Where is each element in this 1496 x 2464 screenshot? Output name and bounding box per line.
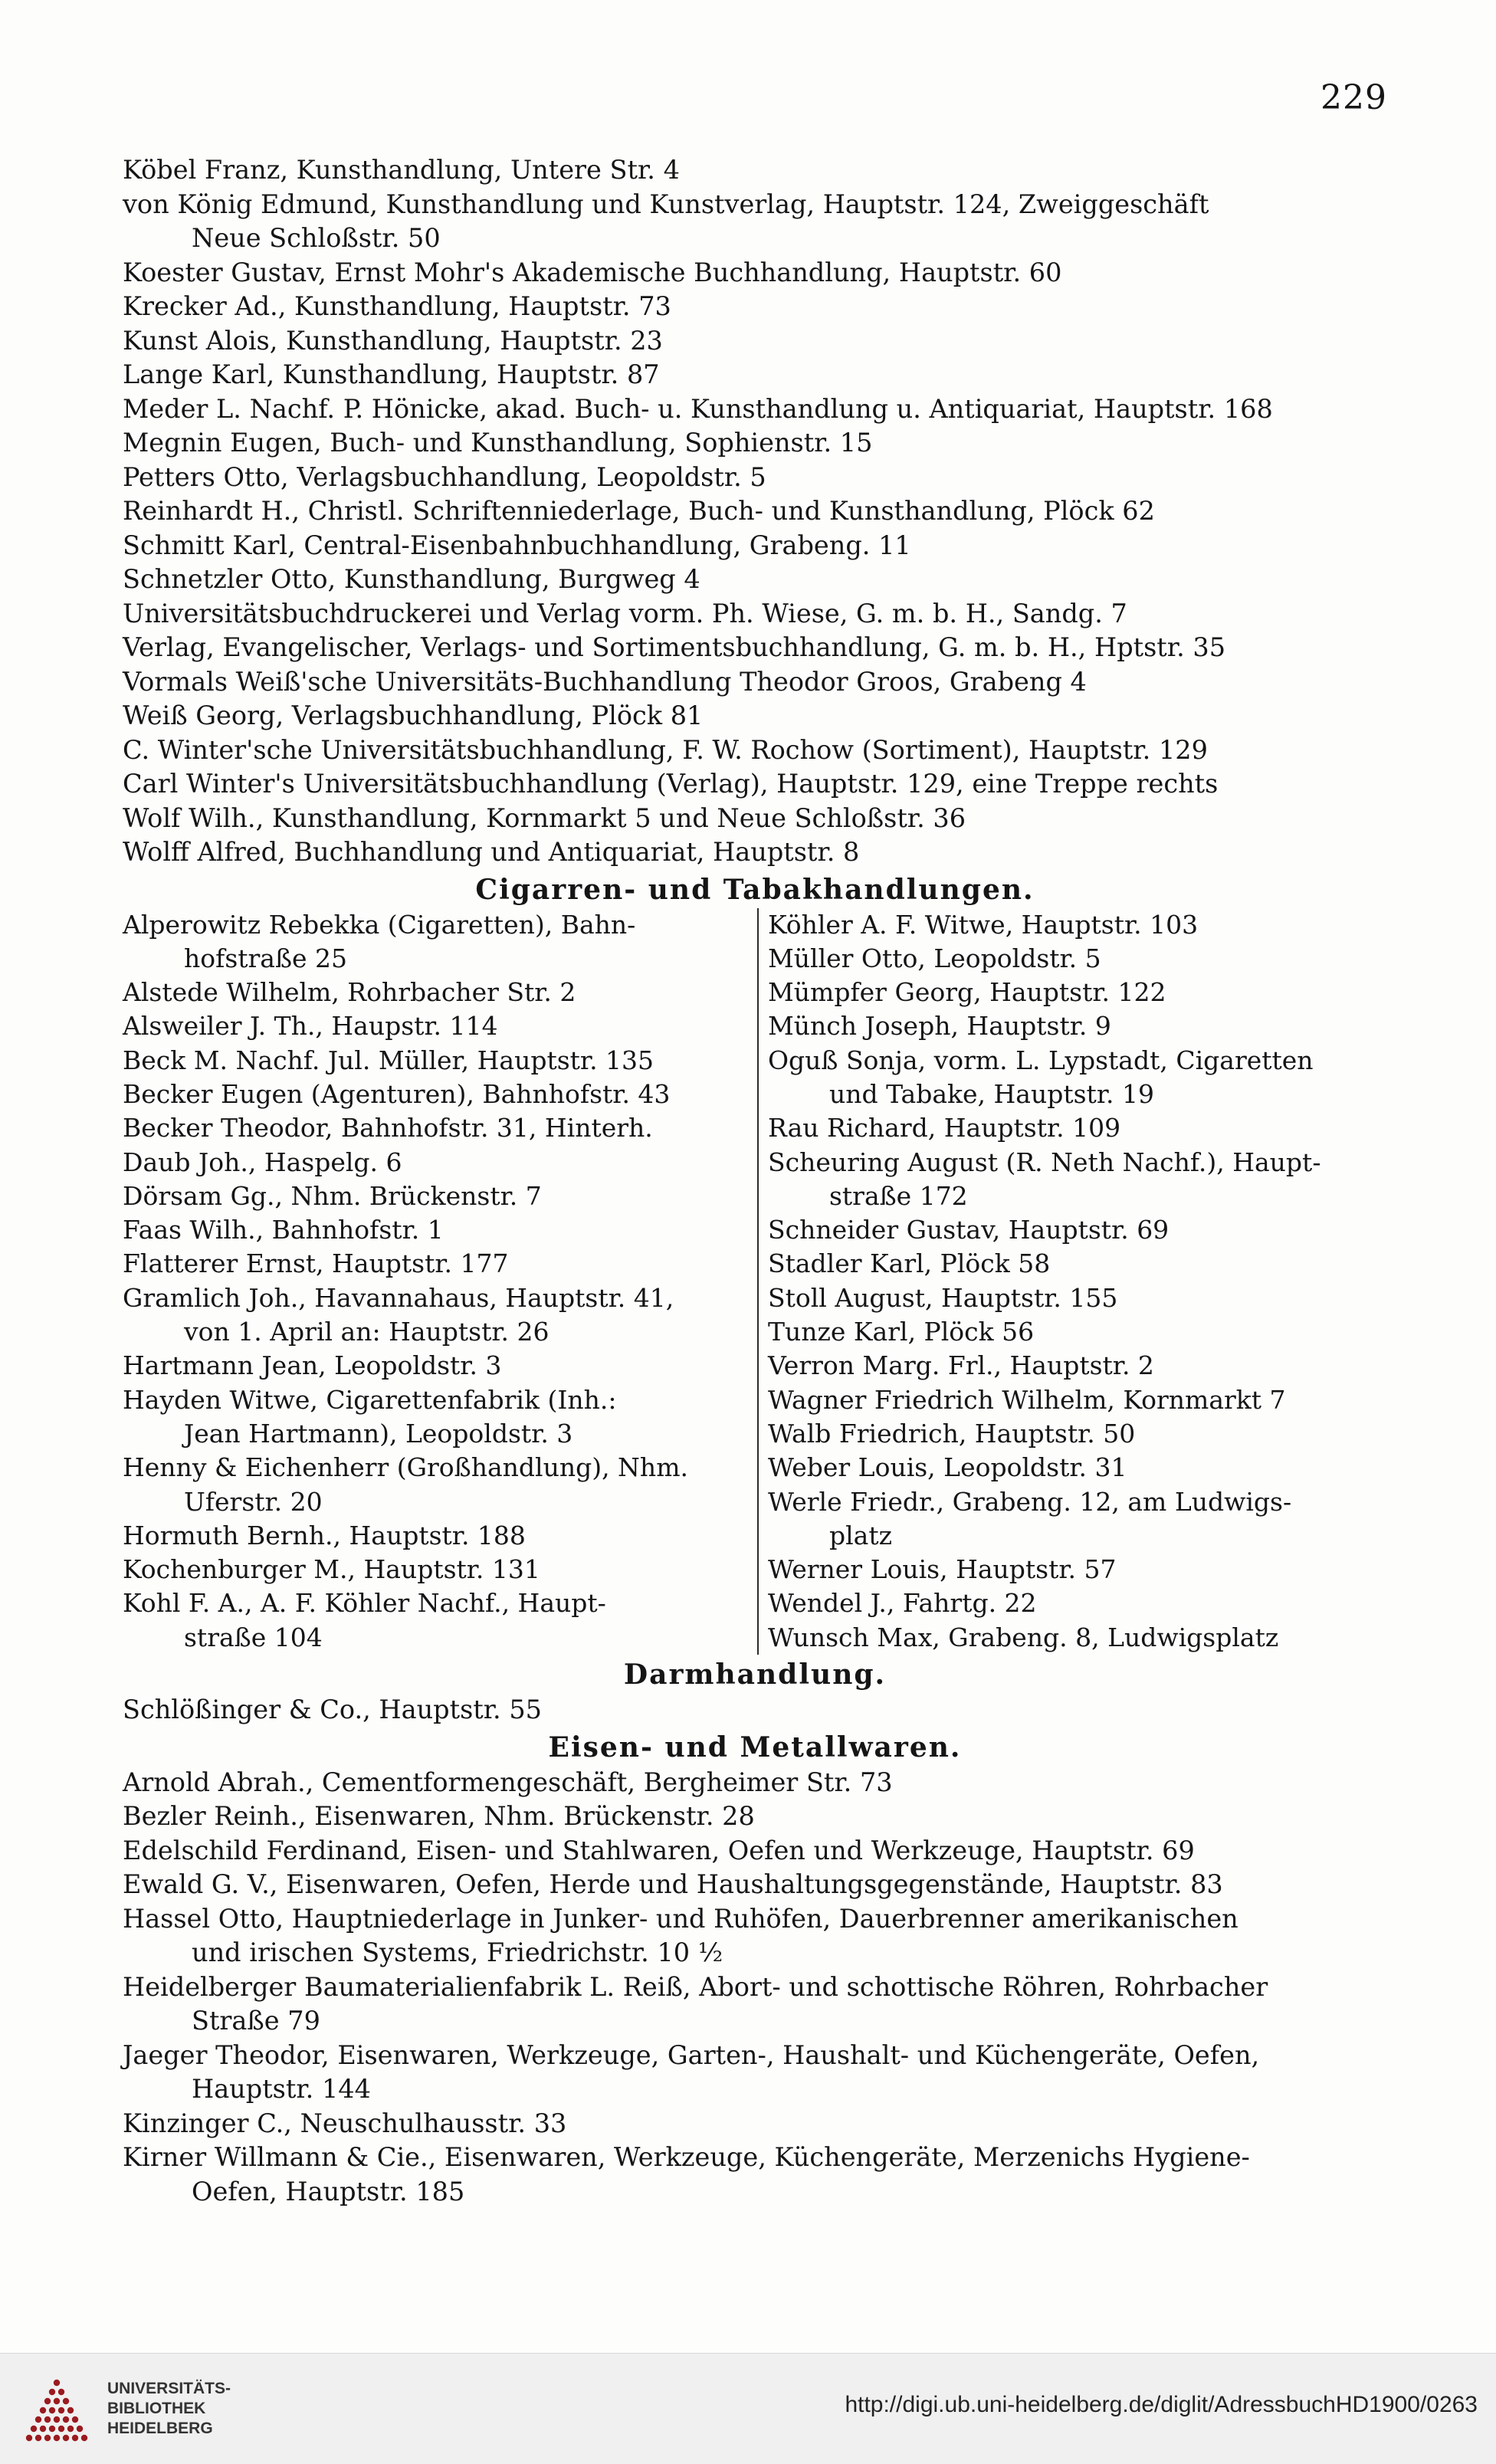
entry-text: Edelschild Ferdinand, Eisen- und Stahlwaren, Oefen und Werkzeuge, Hauptstr. 69 xyxy=(123,1835,1195,1865)
entry-continuation: Hauptstr. 144 xyxy=(192,2074,371,2105)
directory-entry xyxy=(768,1349,1387,1383)
directory-entry xyxy=(768,976,1387,1009)
entry-text: Hormuth Bernh., Hauptstr. 188 xyxy=(123,1520,526,1550)
entry-text: Schnetzler Otto, Kunsthandlung, Burgweg 4 xyxy=(123,564,700,594)
directory-entry xyxy=(123,1383,750,1452)
entry-text: Arnold Abrah., Cementformengeschäft, Bergheimer Str. 73 xyxy=(123,1767,893,1797)
directory-entry xyxy=(123,461,1387,495)
directory-entry xyxy=(123,908,750,976)
directory-entry xyxy=(123,631,1387,665)
entry-continuation: Uferstr. 20 xyxy=(184,1486,323,1517)
directory-entry xyxy=(123,733,1387,768)
seal-dot xyxy=(54,2398,60,2404)
seal-dot xyxy=(26,2435,32,2441)
directory-entry xyxy=(123,767,1387,802)
library-name xyxy=(107,2379,231,2439)
directory-entry xyxy=(768,1417,1387,1451)
entry-text: Scheuring August (R. Neth Nachf.), Haupt- xyxy=(767,1147,1321,1177)
directory-entry xyxy=(768,908,1387,942)
cigarren-left-column xyxy=(123,908,759,1655)
directory-entry xyxy=(123,392,1387,427)
seal-dot xyxy=(77,2426,83,2432)
entry-text: Schlößinger & Co., Hauptstr. 55 xyxy=(123,1695,542,1725)
entry-text: Vormals Weiß'sche Universitäts-Buchhandlung Theodor Groos, Grabeng 4 xyxy=(123,666,1087,697)
entry-continuation: Neue Schloßstr. 50 xyxy=(192,223,441,253)
footer-bar xyxy=(0,2353,1496,2464)
seal-dot xyxy=(63,2416,69,2423)
directory-entry xyxy=(768,1009,1387,1043)
directory-entry xyxy=(123,529,1387,563)
entry-text: Werle Friedr., Grabeng. 12, am Ludwigs- xyxy=(767,1486,1292,1517)
seal-dot xyxy=(58,2407,64,2413)
entry-text: Meder L. Nachf. P. Hönicke, akad. Buch- u. Kunsthandlung u. Antiquariat, Hauptstr. 168 xyxy=(123,393,1273,424)
entry-text: Tunze Karl, Plöck 56 xyxy=(767,1317,1035,1347)
directory-entry xyxy=(768,1213,1387,1247)
directory-entry xyxy=(123,256,1387,290)
page-content xyxy=(123,153,1387,2209)
directory-entry xyxy=(123,1693,1387,1727)
entry-continuation: Straße 79 xyxy=(192,2006,320,2036)
entry-text: Carl Winter's Universitätsbuchhandlung (Verlag), Hauptstr. 129, eine Treppe rechts xyxy=(123,769,1219,799)
directory-entry xyxy=(123,1349,750,1383)
seal-dot xyxy=(49,2389,55,2395)
directory-entry xyxy=(123,1586,750,1655)
entry-text: Werner Louis, Hauptstr. 57 xyxy=(767,1554,1117,1585)
directory-entry xyxy=(123,1213,750,1247)
entry-continuation: und irischen Systems, Friedrichstr. 10 ½ xyxy=(192,1937,723,1968)
directory-entry xyxy=(123,597,1387,632)
directory-entry xyxy=(123,2141,1387,2209)
entry-text: Weber Louis, Leopoldstr. 31 xyxy=(767,1452,1127,1483)
directory-entry xyxy=(123,494,1387,529)
library-name-line1: UNIVERSITÄTS- xyxy=(107,2380,231,2397)
seal-dot xyxy=(67,2426,74,2432)
entry-text: Köbel Franz, Kunsthandlung, Untere Str. 4 xyxy=(123,155,680,185)
entry-text: C. Winter'sche Universitätsbuchhandlung, F. W. Rochow (Sortiment), Hauptstr. 129 xyxy=(123,734,1208,765)
directory-entry xyxy=(768,1146,1387,1214)
directory-entry xyxy=(768,1451,1387,1485)
directory-entry xyxy=(123,2107,1387,2141)
directory-entry xyxy=(123,153,1387,188)
cigarren-columns xyxy=(123,908,1387,1655)
page-number: 229 xyxy=(1320,78,1387,117)
directory-entry xyxy=(768,1111,1387,1145)
entry-text: Oguß Sonja, vorm. L. Lypstadt, Cigaretten xyxy=(767,1045,1314,1075)
entry-text: Ewald G. V., Eisenwaren, Oefen, Herde und Haushaltungsgegenstände, Hauptstr. 83 xyxy=(123,1869,1223,1900)
entry-text: Kirner Willmann & Cie., Eisenwaren, Werkzeuge, Küchengeräte, Merzenichs Hygiene- xyxy=(123,2142,1250,2173)
entry-text: Wolf Wilh., Kunsthandlung, Kornmarkt 5 und Neue Schloßstr. 36 xyxy=(123,802,966,833)
directory-entry xyxy=(123,665,1387,700)
seal-dot xyxy=(72,2416,78,2423)
directory-entry xyxy=(123,1247,750,1281)
entry-text: Weiß Georg, Verlagsbuchhandlung, Plöck 81 xyxy=(123,700,704,730)
directory-entry xyxy=(123,1111,750,1145)
entry-text: Flatterer Ernst, Hauptstr. 177 xyxy=(123,1248,509,1279)
directory-entry xyxy=(123,1834,1387,1869)
darmhandlung-list xyxy=(123,1693,1387,1727)
entry-text: Dörsam Gg., Nhm. Brückenstr. 7 xyxy=(123,1180,542,1211)
seal-dot xyxy=(54,2380,60,2386)
entry-text: Kunst Alois, Kunsthandlung, Hauptstr. 23 xyxy=(123,325,663,356)
entry-text: Alsweiler J. Th., Haupstr. 114 xyxy=(123,1011,498,1042)
entry-text: Koester Gustav, Ernst Mohr's Akademische Buchhandlung, Hauptstr. 60 xyxy=(123,257,1062,287)
seal-dot xyxy=(35,2435,41,2441)
seal-dot xyxy=(54,2435,60,2441)
seal-dot xyxy=(31,2426,37,2432)
directory-entry xyxy=(123,426,1387,461)
entry-text: von König Edmund, Kunsthandlung und Kunstverlag, Hauptstr. 124, Zweiggeschäft xyxy=(123,189,1209,219)
directory-entry xyxy=(123,802,1387,836)
directory-entry xyxy=(123,290,1387,324)
entry-text: Köhler A. F. Witwe, Hauptstr. 103 xyxy=(767,909,1199,940)
seal-dot xyxy=(49,2407,55,2413)
entry-text: Becker Theodor, Bahnhofstr. 31, Hinterh. xyxy=(123,1113,653,1143)
entry-text: Beck M. Nachf. Jul. Müller, Hauptstr. 135 xyxy=(123,1045,654,1075)
entry-text: Wunsch Max, Grabeng. 8, Ludwigsplatz xyxy=(767,1622,1279,1652)
seal-dot xyxy=(58,2389,64,2395)
directory-entry xyxy=(768,1281,1387,1315)
directory-entry xyxy=(123,1868,1387,1902)
entry-text: Verron Marg. Frl., Hauptstr. 2 xyxy=(767,1350,1154,1381)
entry-text: Stoll August, Hauptstr. 155 xyxy=(767,1282,1118,1313)
directory-entry xyxy=(123,324,1387,359)
entry-continuation: straße 104 xyxy=(184,1622,323,1652)
entry-text: Megnin Eugen, Buch- und Kunsthandlung, Sophienstr. 15 xyxy=(123,428,873,458)
entry-text: Münch Joseph, Hauptstr. 9 xyxy=(767,1011,1111,1042)
kunsthandlungen-list xyxy=(123,153,1387,870)
university-seal-icon xyxy=(18,2370,95,2447)
entry-text: Faas Wilh., Bahnhofstr. 1 xyxy=(123,1215,444,1245)
seal-dot xyxy=(72,2435,78,2441)
entry-text: Wolff Alfred, Buchhandlung und Antiquariat, Hauptstr. 8 xyxy=(123,837,860,867)
seal-dot xyxy=(44,2435,51,2441)
directory-entry xyxy=(768,1485,1387,1554)
entry-text: Kohl F. A., A. F. Köhler Nachf., Haupt- xyxy=(123,1588,606,1619)
directory-entry xyxy=(768,1621,1387,1655)
library-name-line3: HEIDELBERG xyxy=(107,2420,213,2437)
entry-continuation: Oefen, Hauptstr. 185 xyxy=(192,2176,465,2206)
seal-dot xyxy=(35,2416,41,2423)
source-url[interactable]: http://digi.ub.uni-heidelberg.de/diglit/AdressbuchHD1900/0263 xyxy=(845,2392,1478,2417)
entry-continuation: hofstraße 25 xyxy=(184,943,348,973)
entry-text: Hassel Otto, Hauptniederlage in Junker- und Ruhöfen, Dauerbrenner amerikanischen xyxy=(123,1903,1238,1934)
seal-dot xyxy=(49,2426,55,2432)
entry-text: Wendel J., Fahrtg. 22 xyxy=(767,1588,1037,1619)
seal-dot xyxy=(54,2416,60,2423)
directory-entry xyxy=(123,1044,750,1078)
directory-entry xyxy=(123,2039,1387,2107)
library-name-line2: BIBLIOTHEK xyxy=(107,2400,206,2417)
entry-continuation: platz xyxy=(828,1520,892,1550)
cigarren-right-column xyxy=(759,908,1387,1655)
entry-text: Wagner Friedrich Wilhelm, Kornmarkt 7 xyxy=(767,1384,1286,1415)
directory-entry xyxy=(123,1970,1387,2039)
entry-text: Mümpfer Georg, Hauptstr. 122 xyxy=(767,977,1166,1008)
seal-dot xyxy=(63,2398,69,2404)
section-heading-darm: Darmhandlung. xyxy=(623,1659,887,1691)
directory-entry xyxy=(123,1519,750,1553)
entry-text: Stadler Karl, Plöck 58 xyxy=(767,1248,1051,1279)
seal-dot xyxy=(63,2435,69,2441)
entry-text: Rau Richard, Hauptstr. 109 xyxy=(767,1113,1121,1143)
entry-text: Henny & Eichenherr (Großhandlung), Nhm. xyxy=(123,1452,688,1483)
directory-entry xyxy=(123,1553,750,1586)
directory-entry xyxy=(123,1766,1387,1800)
seal-dot xyxy=(58,2426,64,2432)
entry-text: Kochenburger M., Hauptstr. 131 xyxy=(123,1554,540,1585)
entry-text: Daub Joh., Haspelg. 6 xyxy=(123,1147,402,1177)
directory-entry xyxy=(768,942,1387,976)
entry-text: Jaeger Theodor, Eisenwaren, Werkzeuge, Garten-, Haushalt- und Küchengeräte, Oefen, xyxy=(123,2039,1260,2070)
entry-text: Petters Otto, Verlagsbuchhandlung, Leopoldstr. 5 xyxy=(123,461,766,492)
seal-dot xyxy=(44,2398,51,2404)
directory-entry xyxy=(768,1247,1387,1281)
entry-text: Bezler Reinh., Eisenwaren, Nhm. Brückenstr. 28 xyxy=(123,1801,755,1832)
entry-text: Alperowitz Rebekka (Cigaretten), Bahn- xyxy=(123,909,636,940)
directory-entry xyxy=(123,188,1387,256)
seal-dot xyxy=(81,2435,87,2441)
entry-continuation: von 1. April an: Hauptstr. 26 xyxy=(184,1317,550,1347)
entry-text: Alstede Wilhelm, Rohrbacher Str. 2 xyxy=(123,977,576,1008)
entry-text: Schneider Gustav, Hauptstr. 69 xyxy=(767,1215,1170,1245)
directory-entry xyxy=(768,1044,1387,1112)
seal-dot xyxy=(44,2416,51,2423)
entry-continuation: straße 172 xyxy=(828,1180,968,1211)
library-logo[interactable] xyxy=(18,2370,231,2447)
entry-text: Kinzinger C., Neuschulhausstr. 33 xyxy=(123,2108,567,2138)
directory-entry xyxy=(123,699,1387,733)
entry-text: Müller Otto, Leopoldstr. 5 xyxy=(767,943,1101,973)
entry-continuation: und Tabake, Hauptstr. 19 xyxy=(828,1078,1154,1109)
directory-entry xyxy=(123,563,1387,597)
entry-text: Heidelberger Baumaterialienfabrik L. Reiß, Abort- und schottische Röhren, Rohrbacher xyxy=(123,1971,1268,2002)
seal-dot xyxy=(40,2407,46,2413)
directory-entry xyxy=(768,1553,1387,1586)
entry-text: Krecker Ad., Kunsthandlung, Hauptstr. 73 xyxy=(123,291,671,321)
directory-entry xyxy=(123,358,1387,392)
directory-entry xyxy=(123,1009,750,1043)
directory-entry xyxy=(123,1078,750,1111)
entry-text: Reinhardt H., Christl. Schriftenniederlage, Buch- und Kunsthandlung, Plöck 62 xyxy=(123,496,1155,526)
directory-entry xyxy=(768,1315,1387,1349)
directory-entry xyxy=(123,1146,750,1180)
directory-entry xyxy=(123,1800,1387,1834)
seal-dot xyxy=(40,2426,46,2432)
entry-continuation: Jean Hartmann), Leopoldstr. 3 xyxy=(184,1418,573,1449)
entry-text: Hartmann Jean, Leopoldstr. 3 xyxy=(123,1350,502,1381)
directory-entry xyxy=(768,1383,1387,1417)
entry-text: Verlag, Evangelischer, Verlags- und Sortimentsbuchhandlung, G. m. b. H., Hptstr. 35 xyxy=(123,632,1226,662)
directory-entry xyxy=(123,1180,750,1213)
directory-entry xyxy=(123,1281,750,1350)
entry-text: Schmitt Karl, Central-Eisenbahnbuchhandlung, Grabeng. 11 xyxy=(123,530,911,560)
section-heading-cigarren: Cigarren- und Tabakhandlungen. xyxy=(475,873,1035,906)
eisenwaren-list xyxy=(123,1766,1387,2210)
entry-text: Hayden Witwe, Cigarettenfabrik (Inh.: xyxy=(123,1384,617,1415)
directory-entry xyxy=(123,976,750,1009)
entry-text: Universitätsbuchdruckerei und Verlag vorm. Ph. Wiese, G. m. b. H., Sandg. 7 xyxy=(123,598,1127,628)
directory-entry xyxy=(123,1451,750,1519)
entry-text: Walb Friedrich, Hauptstr. 50 xyxy=(767,1418,1136,1449)
entry-text: Gramlich Joh., Havannahaus, Hauptstr. 41, xyxy=(123,1282,674,1313)
entry-text: Becker Eugen (Agenturen), Bahnhofstr. 43 xyxy=(123,1078,671,1109)
directory-entry xyxy=(123,835,1387,870)
directory-entry xyxy=(768,1586,1387,1620)
entry-text: Lange Karl, Kunsthandlung, Hauptstr. 87 xyxy=(123,359,660,389)
seal-dot xyxy=(67,2407,74,2413)
section-heading-eisen: Eisen- und Metallwaren. xyxy=(548,1731,962,1764)
directory-entry xyxy=(123,1902,1387,1970)
